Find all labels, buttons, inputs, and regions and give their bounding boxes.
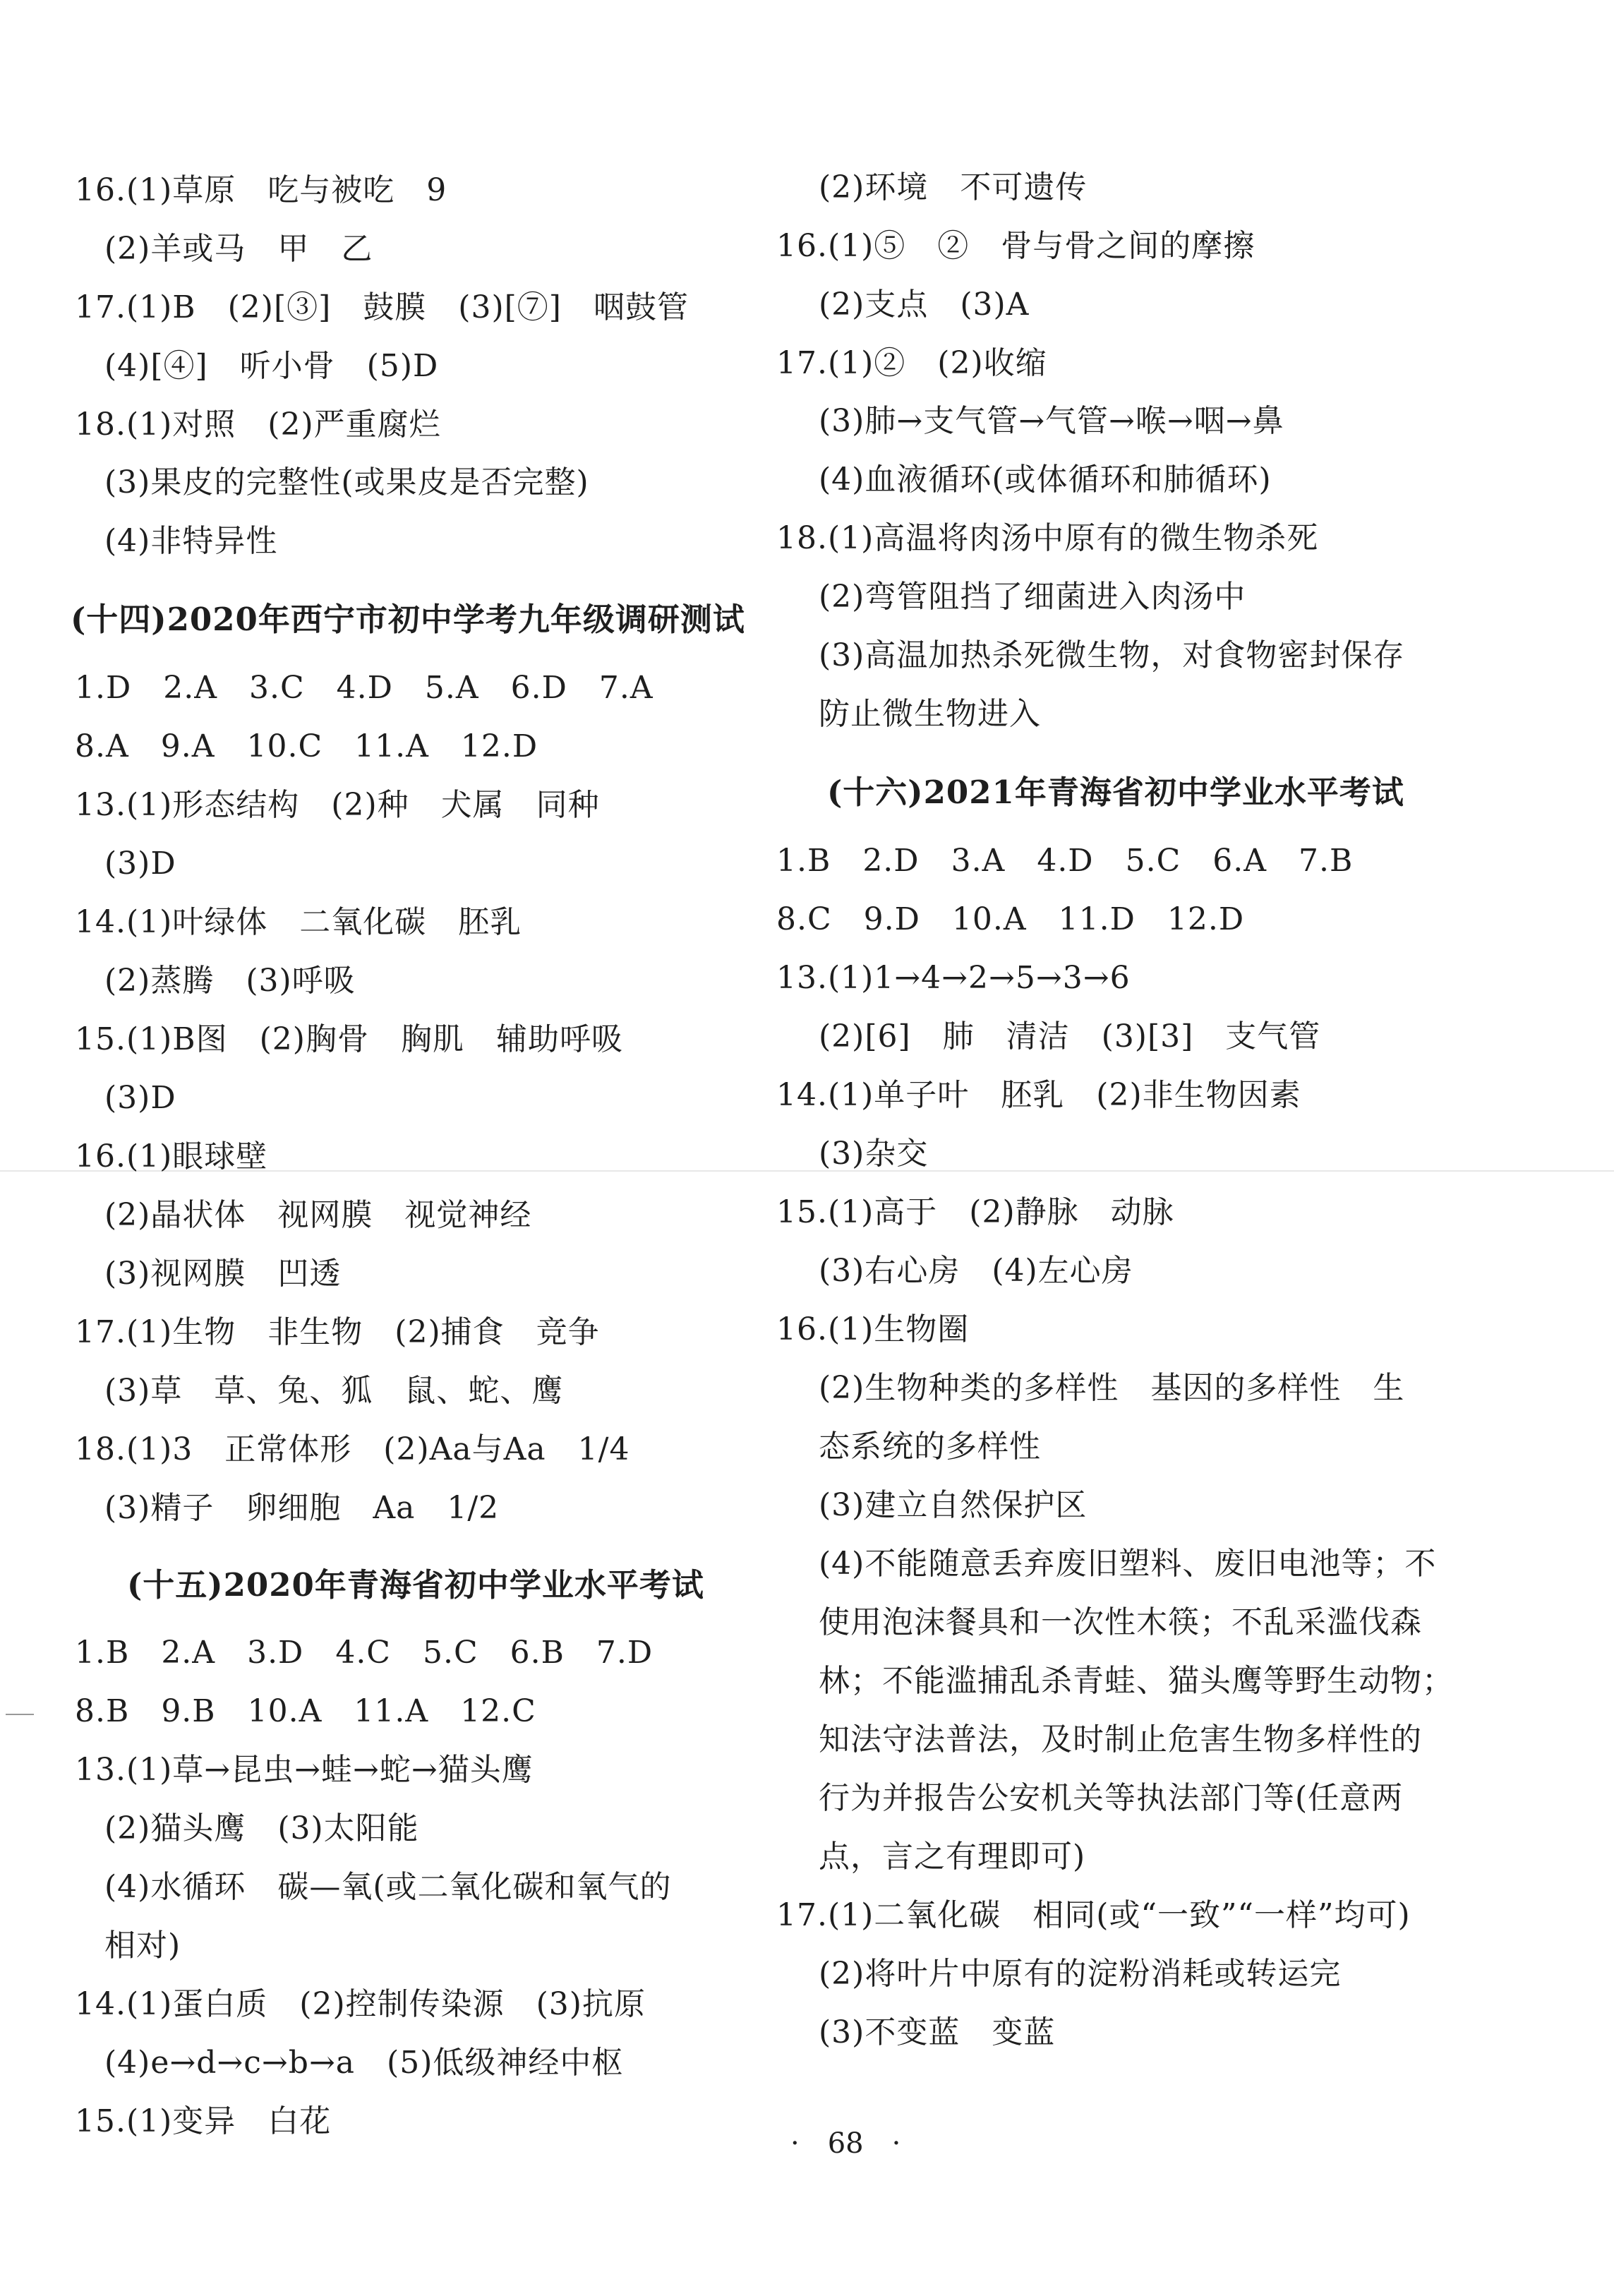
answer-line: (3)右心房 (4)左心房 bbox=[819, 1253, 1133, 1289]
answer-line: 18.(1)对照 (2)严重腐烂 bbox=[75, 407, 441, 443]
answer-line: 林；不能滥捕乱杀青蛙、猫头鹰等野生动物； bbox=[819, 1663, 1454, 1699]
answer-line: 17.(1)② (2)收缩 bbox=[776, 345, 1047, 381]
answer-line: 17.(1)二氧化碳 相同(或“一致”“一样”均可) bbox=[776, 1897, 1411, 1933]
answer-line: 15.(1)B图 (2)胸骨 胸肌 辅助呼吸 bbox=[75, 1021, 623, 1057]
answer-line: (3)建立自然保护区 bbox=[819, 1487, 1088, 1523]
answer-line: (3)高温加热杀死微生物，对食物密封保存 bbox=[819, 637, 1405, 673]
answer-line: 1.B 2.A 3.D 4.C 5.C 6.B 7.D bbox=[75, 1635, 654, 1671]
answer-line: 15.(1)高于 (2)静脉 动脉 bbox=[776, 1194, 1174, 1230]
answer-line: 相对) bbox=[104, 1928, 181, 1964]
answer-line: 1.D 2.A 3.C 4.D 5.A 6.D 7.A bbox=[75, 670, 654, 706]
answer-line: 1.B 2.D 3.A 4.D 5.C 6.A 7.B bbox=[776, 843, 1354, 879]
page-number: · 68 · bbox=[790, 2127, 901, 2160]
section-heading: (十四)2020年西宁市初中学考九年级调研测试 bbox=[71, 601, 745, 638]
answer-line: 点，言之有理即可) bbox=[819, 1839, 1086, 1875]
answer-line: 17.(1)B (2)[③] 鼓膜 (3)[⑦] 咽鼓管 bbox=[75, 289, 689, 325]
answer-line: 使用泡沫餐具和一次性木筷；不乱采滥伐森 bbox=[819, 1604, 1422, 1640]
answer-line: (2)环境 不可遗传 bbox=[819, 169, 1088, 205]
answer-line: (4)非特异性 bbox=[104, 523, 278, 559]
answer-line: 8.C 9.D 10.A 11.D 12.D bbox=[776, 901, 1245, 937]
answer-line: (2)猫头鹰 (3)太阳能 bbox=[104, 1810, 419, 1846]
answer-line: (4)不能随意丢弃废旧塑料、废旧电池等；不 bbox=[819, 1546, 1437, 1582]
answer-line: 18.(1)3 正常体形 (2)Aa与Aa 1/4 bbox=[75, 1431, 630, 1467]
section-heading: (十六)2021年青海省初中学业水平考试 bbox=[827, 774, 1404, 811]
answer-line: (2)晶状体 视网膜 视觉神经 bbox=[104, 1197, 532, 1233]
answer-line: (2)生物种类的多样性 基因的多样性 生 bbox=[819, 1370, 1405, 1406]
answer-line: 14.(1)叶绿体 二氧化碳 胚乳 bbox=[75, 904, 522, 940]
answer-line: 17.(1)生物 非生物 (2)捕食 竞争 bbox=[75, 1314, 600, 1350]
section-heading: (十五)2020年青海省初中学业水平考试 bbox=[127, 1566, 704, 1604]
answer-line: (4)[④] 听小骨 (5)D bbox=[104, 348, 439, 384]
answer-line: (3)D bbox=[104, 846, 176, 882]
answer-line: 8.A 9.A 10.C 11.A 12.D bbox=[75, 728, 538, 764]
answer-line: 16.(1)眼球壁 bbox=[75, 1138, 268, 1174]
answer-line: 13.(1)草→昆虫→蛙→蛇→猫头鹰 bbox=[75, 1752, 534, 1788]
answer-line: 8.B 9.B 10.A 11.A 12.C bbox=[75, 1693, 536, 1729]
answer-line: (3)杂交 bbox=[819, 1136, 929, 1172]
answer-line: 13.(1)1→4→2→5→3→6 bbox=[776, 960, 1131, 996]
answer-line: (2)羊或马 甲 乙 bbox=[104, 231, 373, 267]
answer-line: (2)将叶片中原有的淀粉消耗或转运完 bbox=[819, 1956, 1342, 1992]
answer-line: (3)果皮的完整性(或果皮是否完整) bbox=[104, 464, 589, 500]
answer-line: 防止微生物进入 bbox=[819, 696, 1041, 732]
answer-line: 16.(1)生物圈 bbox=[776, 1311, 970, 1347]
answer-line: (2)弯管阻挡了细菌进入肉汤中 bbox=[819, 579, 1246, 615]
answer-line: (2)蒸腾 (3)呼吸 bbox=[104, 963, 356, 999]
answer-line: 16.(1)草原 吃与被吃 9 bbox=[75, 172, 447, 208]
answer-line: 14.(1)蛋白质 (2)控制传染源 (3)抗原 bbox=[75, 1986, 646, 2022]
answer-line: 态系统的多样性 bbox=[819, 1429, 1041, 1465]
answer-line: (3)D bbox=[104, 1080, 176, 1116]
answer-line: 16.(1)⑤ ② 骨与骨之间的摩擦 bbox=[776, 228, 1255, 264]
answer-line: 18.(1)高温将肉汤中原有的微生物杀死 bbox=[776, 520, 1319, 556]
answer-line: (3)肺→支气管→气管→喉→咽→鼻 bbox=[819, 403, 1284, 439]
answer-line: (2)[6] 肺 清洁 (3)[3] 支气管 bbox=[819, 1018, 1321, 1054]
answer-line: 13.(1)形态结构 (2)种 犬属 同种 bbox=[75, 787, 600, 823]
answer-line: (3)精子 卵细胞 Aa 1/2 bbox=[104, 1490, 500, 1526]
answer-line: (3)草 草、兔、狐 鼠、蛇、鹰 bbox=[104, 1373, 564, 1409]
answer-line: (4)e→d→c→b→a (5)低级神经中枢 bbox=[104, 2045, 624, 2081]
answer-line: (3)不变蓝 变蓝 bbox=[819, 2014, 1056, 2050]
answer-line: 14.(1)单子叶 胚乳 (2)非生物因素 bbox=[776, 1077, 1301, 1113]
answer-line: (4)血液循环(或体循环和肺循环) bbox=[819, 462, 1272, 498]
answer-line: (4)水循环 碳—氧(或二氧化碳和氧气的 bbox=[104, 1869, 672, 1905]
answer-line: (2)支点 (3)A bbox=[819, 287, 1030, 323]
margin-mark bbox=[6, 1714, 34, 1715]
answer-line: 行为并报告公安机关等执法部门等(任意两 bbox=[819, 1780, 1404, 1816]
answer-line: 知法守法普法，及时制止危害生物多样性的 bbox=[819, 1721, 1422, 1757]
answer-line: (3)视网膜 凹透 bbox=[104, 1256, 342, 1292]
answer-line: 15.(1)变异 白花 bbox=[75, 2103, 332, 2139]
